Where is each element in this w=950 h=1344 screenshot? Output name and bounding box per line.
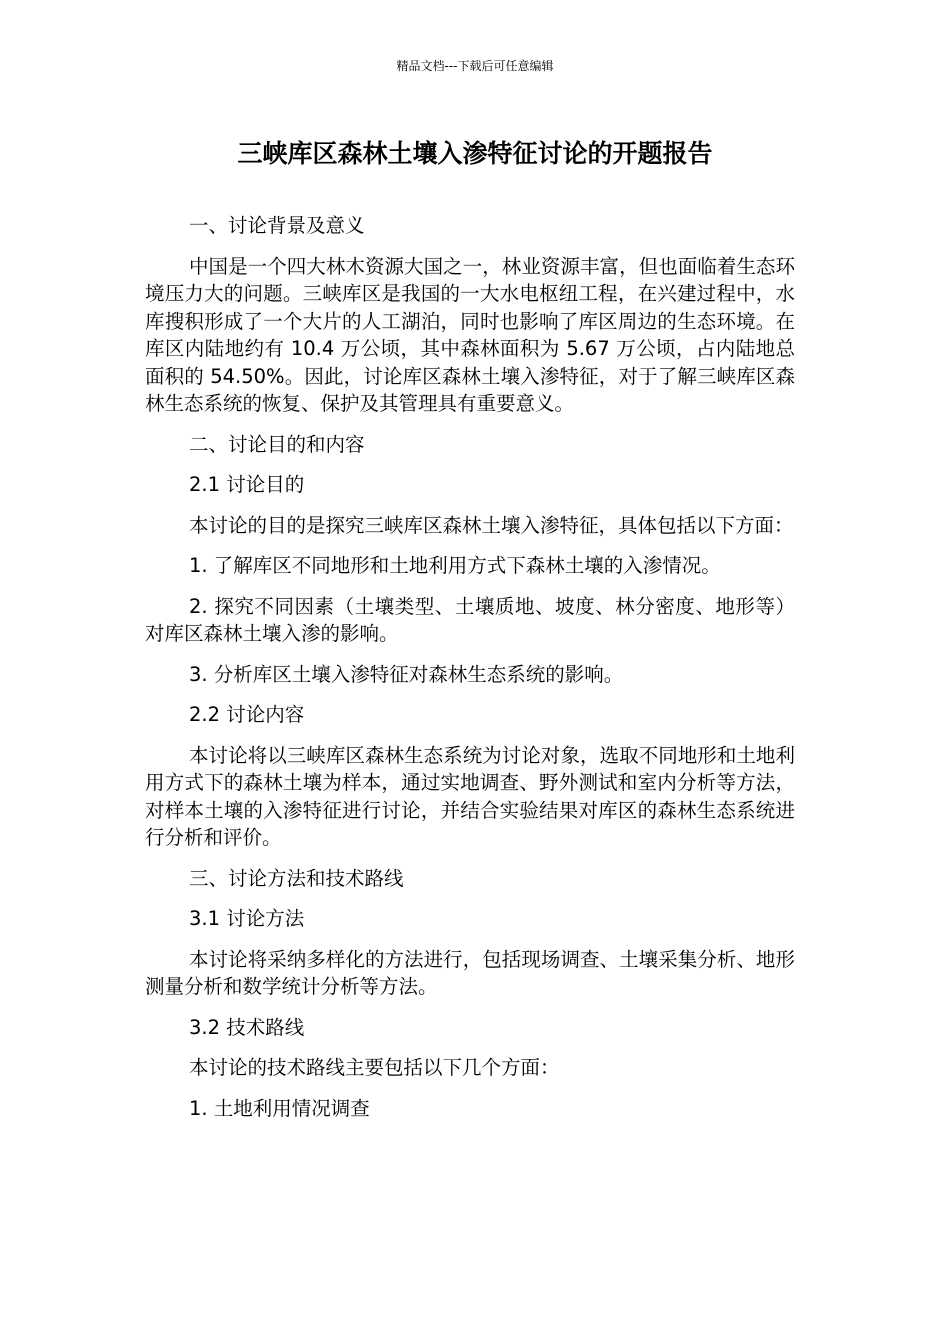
- subsection-heading-content: 2.2 讨论内容: [189, 703, 305, 726]
- header-note: 精品文档---下载后可任意编辑: [396, 59, 554, 73]
- paragraph-objectives-intro: 本讨论的目的是探究三峡库区森林土壤入渗特征，具体包括以下方面：: [189, 513, 794, 537]
- paragraph-background: 中国是一个四大林木资源大国之一，林业资源丰富，但也面临着生态环境压力大的问题。三峡库区是我国的一大水电枢纽工程，在兴建过程中，水库搜积形成了一个大片的人工湖泊，同时也影响了库区周边的生态环境。在库区内陆地约有 10.4 万公顷，其中森林面积为 5.67 万公顷，占内陆地总面积的 54.50%。因此，讨论库区森林土壤入渗特征，对于了解三峡库区森林生态系统的恢复、保护及其管理具有重要意义。: [145, 254, 795, 415]
- list-item-route-1: 1. 土地利用情况调查: [189, 1096, 370, 1120]
- list-item-objective-2: 2. 探究不同因素（土壤类型、土壤质地、坡度、林分密度、地形等）对库区森林土壤入渗的影响。: [145, 594, 795, 645]
- section-heading-methods: 三、讨论方法和技术路线: [189, 866, 404, 890]
- section-heading-objectives-content: 二、讨论目的和内容: [189, 432, 365, 456]
- document-body: [145, 212, 795, 1135]
- list-item-objective-1: 1. 了解库区不同地形和土地利用方式下森林土壤的入渗情况。: [189, 554, 721, 577]
- subsection-heading-methods: 3.1 讨论方法: [189, 907, 305, 930]
- paragraph-content: 本讨论将以三峡库区森林生态系统为讨论对象，选取不同地形和土地利用方式下的森林土壤为样本，通过实地调查、野外测试和室内分析等方法，对样本土壤的入渗特征进行讨论，并结合实验结果对库区的森林生态系统进行分析和评价。: [145, 743, 795, 849]
- document-title: 三峡库区森林土壤入渗特征讨论的开题报告: [237, 139, 713, 168]
- subsection-heading-objectives: 2.1 讨论目的: [189, 473, 305, 496]
- list-item-objective-3: 3. 分析库区土壤入渗特征对森林生态系统的影响。: [189, 662, 624, 686]
- paragraph-technical-route-intro: 本讨论的技术路线主要包括以下几个方面：: [189, 1056, 560, 1079]
- section-heading-background: 一、讨论背景及意义: [189, 214, 365, 237]
- paragraph-methods: 本讨论将采纳多样化的方法进行，包括现场调查、土壤采集分析、地形测量分析和数学统计分析等方法。: [145, 947, 795, 998]
- subsection-heading-technical-route: 3.2 技术路线: [189, 1015, 305, 1039]
